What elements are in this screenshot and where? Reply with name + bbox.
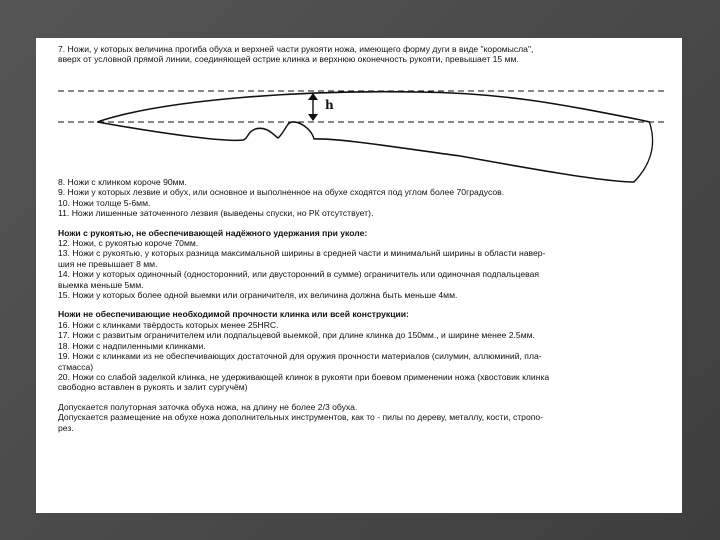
note-line: Допускается размещение на обухе ножа дополнительных инструментов, как то - пилы по дереву, металлу, кости, стропо- — [58, 412, 544, 423]
list-item: 18. Ножи с надпиленными клинками. — [58, 340, 206, 351]
list-item: 16. Ножи с клинками твёрдость которых менее 25HRC. — [58, 319, 279, 330]
list-item: 14. Ножи у которых одиночный (односторонний, или двусторонний в сумме) ограничитель или одиночная подпальцевая — [58, 269, 540, 280]
list-item: 12. Ножи, с рукоятью короче 70мм. — [58, 238, 199, 249]
section-heading: Ножи с рукоятью, не обеспечивающей надёжного удержания при уколе: — [58, 227, 368, 238]
height-label: h — [325, 98, 334, 112]
list-item: выемка меньше 5мм. — [58, 279, 144, 290]
list-b — [58, 228, 666, 301]
list-item: стмасса) — [58, 361, 94, 372]
intro-paragraph — [58, 44, 668, 65]
document-page — [36, 38, 682, 513]
list-item: шия не превышает 8 мм. — [58, 258, 158, 269]
note-line: рез. — [58, 422, 74, 433]
list-item: 17. Ножи с развитым ограничителем или подпальцевой выемкой, при длине клинка до 150мм., и ширине менее 2.5мм. — [58, 330, 535, 341]
list-item: 13. Ножи с рукоятью, у которых разница максимальной ширины в средней части и минимальнй ширины в области навер- — [58, 248, 546, 259]
criteria-blocks — [58, 177, 666, 433]
list-item: 20. Ножи со слабой заделкой клинка, не удерживающей клинок в рукояти при боевом применении ножа (хвостовик клинка — [58, 371, 550, 382]
height-arrow-head-bottom — [308, 114, 318, 121]
notes — [58, 402, 666, 433]
list-item: свободно вставлен в рукоять и залит сургучём) — [58, 382, 248, 393]
list-item: 8. Ножи с клинком короче 90мм. — [58, 177, 187, 187]
intro-line: 7. Ножи, у которых величина прогиба обуха и верхней части рукояти ножа, имеющего форму дуги в виде "коромысла", — [58, 44, 534, 54]
list-item: 11. Ножи лишенные заточенного лезвия (выведены спуски, но РК отсутствует). — [58, 208, 374, 219]
list-item: 15. Ножи у которых более одной выемки или ограничителя, их величина должна быть меньше 4мм. — [58, 290, 458, 301]
note-line: Допускается полуторная заточка обуха ножа, на длину не более 2/3 обуха. — [58, 401, 358, 412]
list-c — [58, 309, 666, 392]
knife-outline — [97, 92, 652, 182]
section-heading: Ножи не обеспечивающие необходимой прочности клинка или всей конструкции: — [58, 309, 409, 320]
list-item: 19. Ножи с клинками из не обеспечивающих достаточной для оружия прочности материалов (силумин, аллюминий, пла- — [58, 351, 542, 362]
height-arrow-head-top — [308, 93, 318, 100]
intro-line: вверх от условной прямой линии, соединяющей острие клинка и верхнюю оконечность рукояти, превышает 15 мм. — [58, 54, 519, 65]
list-item: 9. Ножи у которых лезвие и обух, или основное и выполненное на обухе сходятся под углом более 70градусов. — [58, 187, 505, 198]
list-item: 10. Ножи толще 5-6мм. — [58, 197, 151, 208]
list-a — [58, 177, 666, 219]
